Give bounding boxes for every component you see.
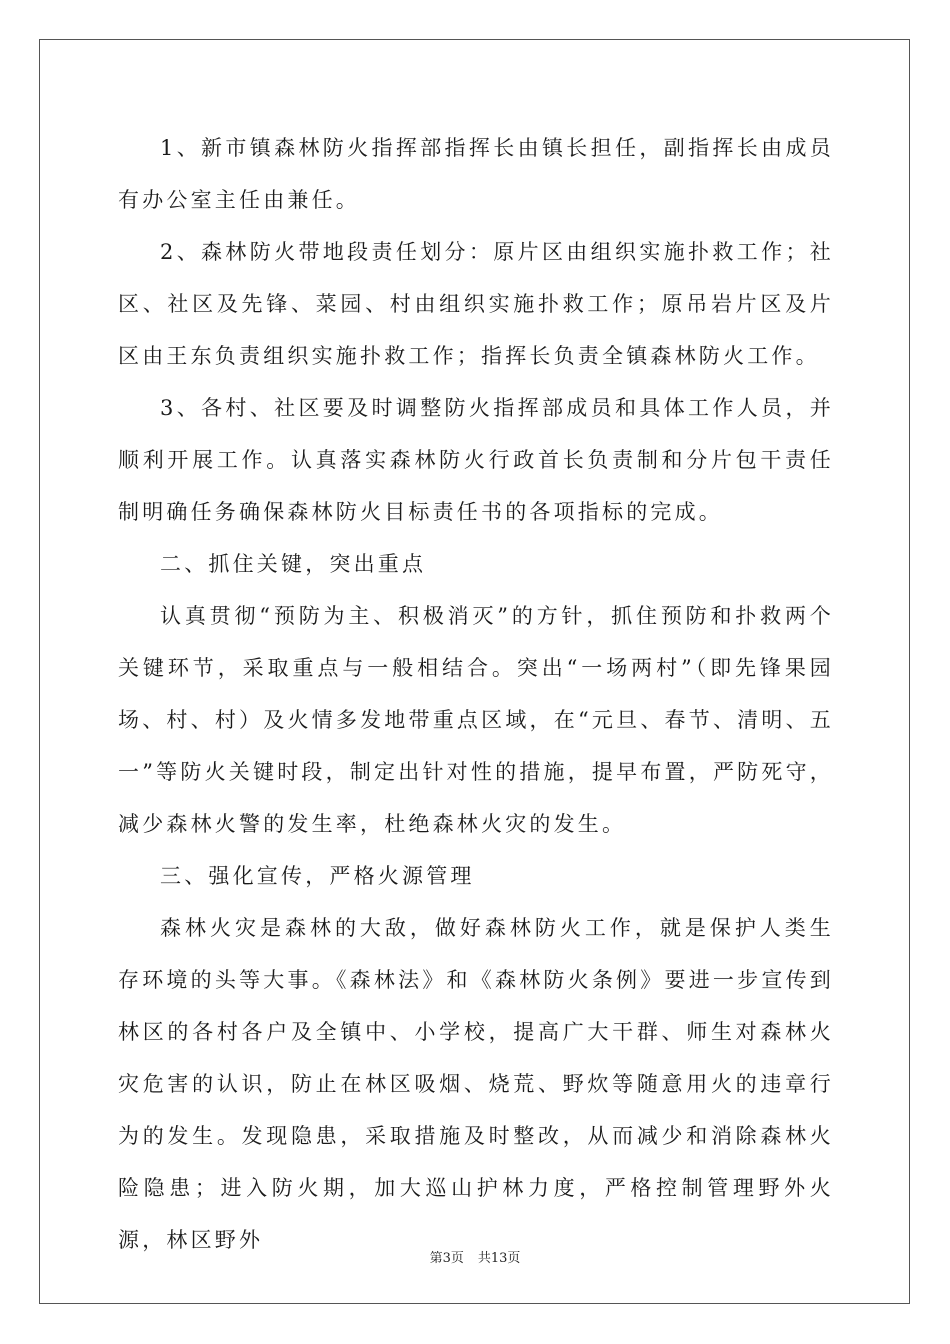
document-body bbox=[118, 122, 834, 1266]
paragraph-4: 认真贯彻“预防为主、积极消灭”的方针，抓住预防和扑救两个关键环节，采取重点与一般相结合。突出“一场两村”（即先锋果园场、村、村）及火情多发地带重点区域，在“元旦、春节、清明、五一”等防火关键时段，制定出针对性的措施，提早布置，严防死守，减少森林火警的发生率，杜绝森林火灾的发生。 bbox=[118, 604, 834, 836]
page-total: 共13页 bbox=[477, 1251, 521, 1266]
paragraph-2: 2、森林防火带地段责任划分：原片区由组织实施扑救工作；社区、社区及先锋、菜园、村由组织实施扑救工作；原吊岩片区及片区由王东负责组织实施扑救工作；指挥长负责全镇森林防火工作。 bbox=[118, 240, 834, 368]
paragraph-1: 1、新市镇森林防火指挥部指挥长由镇长担任，副指挥长由成员有办公室主任由兼任。 bbox=[118, 136, 834, 212]
section-heading-3: 三、强化宣传，严格火源管理 bbox=[160, 864, 475, 888]
page-footer bbox=[0, 1247, 950, 1266]
page-number: 第3页 bbox=[429, 1251, 464, 1266]
paragraph-5: 森林火灾是森林的大敌，做好森林防火工作，就是保护人类生存环境的头等大事。《森林法》和《森林防火条例》要进一步宣传到林区的各村各户及全镇中、小学校，提高广大干群、师生对森林火灾危害的认识，防止在林区吸烟、烧荒、野炊等随意用火的违章行为的发生。发现隐患，采取措施及时整改，从而减少和消除森林火险隐患；进入防火期，加大巡山护林力度，严格控制管理野外火源，林区野外 bbox=[118, 916, 834, 1252]
paragraph-3: 3、各村、社区要及时调整防火指挥部成员和具体工作人员，并顺利开展工作。认真落实森林防火行政首长负责制和分片包干责任制明确任务确保森林防火目标责任书的各项指标的完成。 bbox=[118, 396, 834, 524]
section-heading-2: 二、抓住关键，突出重点 bbox=[160, 552, 427, 576]
